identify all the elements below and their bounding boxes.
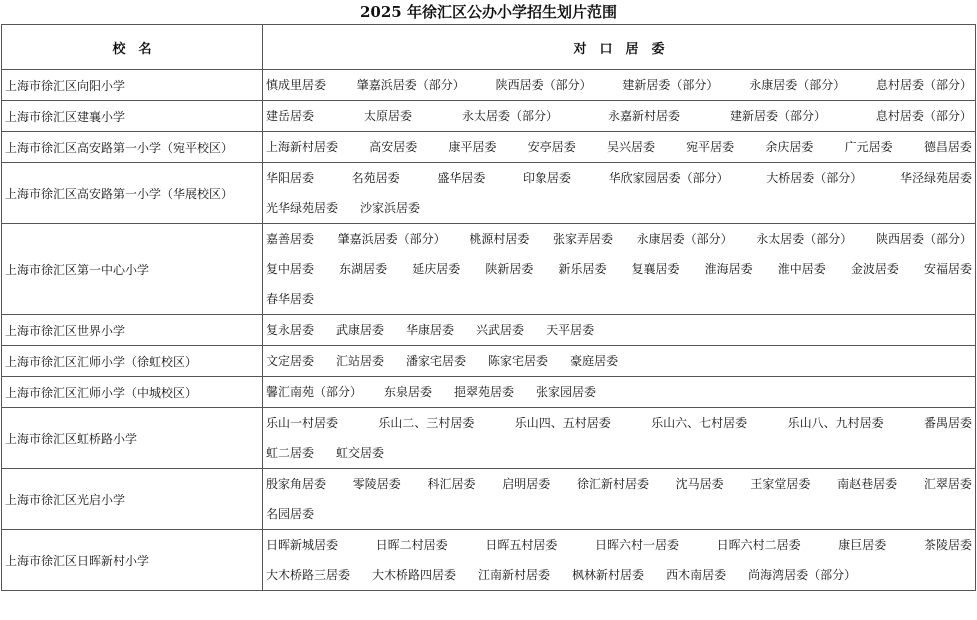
community-item: 陕西居委（部分） <box>875 232 972 246</box>
community-item: 科汇居委 <box>427 477 476 491</box>
community-item: 印象居委 <box>522 171 571 185</box>
community-line <box>266 530 972 560</box>
community-item: 华康居委 <box>406 323 455 337</box>
community-item: 日晖五村居委 <box>485 538 558 552</box>
community-list-cell <box>263 315 976 346</box>
district-table <box>1 24 976 591</box>
community-item: 零陵居委 <box>352 477 401 491</box>
community-line <box>266 469 972 499</box>
school-name-cell: 上海市徐汇区汇师小学（徐虹校区） <box>2 346 263 377</box>
community-item: 乐山四、五村居委 <box>514 416 611 430</box>
community-line <box>266 132 972 162</box>
community-item: 名苑居委 <box>351 171 400 185</box>
community-item: 乐山八、九村居委 <box>787 416 884 430</box>
community-item: 番禺居委 <box>923 416 972 430</box>
community-item: 嘉善居委 <box>266 232 315 246</box>
community-item: 复襄居委 <box>631 262 680 276</box>
community-item: 文定居委 <box>266 354 315 368</box>
community-item: 盛华居委 <box>437 171 486 185</box>
community-item: 永太居委（部分） <box>461 109 558 123</box>
community-line <box>266 284 972 314</box>
community-item: 建新居委（部分） <box>729 109 826 123</box>
community-item: 江南新村居委 <box>478 568 551 582</box>
community-item: 慎成里居委 <box>266 78 327 92</box>
community-list-cell <box>263 346 976 377</box>
community-list-cell <box>263 163 976 224</box>
table-row <box>2 315 976 346</box>
community-item: 高安居委 <box>369 140 418 154</box>
header-row <box>2 25 976 70</box>
community-item: 兴武居委 <box>476 323 525 337</box>
community-list-cell <box>263 530 976 591</box>
table-row <box>2 163 976 224</box>
community-item: 虹二居委 <box>266 446 315 460</box>
school-name-cell: 上海市徐汇区建襄小学 <box>2 101 263 132</box>
community-item: 茶陵居委 <box>923 538 972 552</box>
table-row <box>2 377 976 408</box>
community-item: 华欣家园居委（部分） <box>608 171 729 185</box>
community-item: 大桥居委（部分） <box>766 171 863 185</box>
community-list-cell <box>263 70 976 101</box>
community-item: 陕新居委 <box>485 262 534 276</box>
community-item: 大木桥路四居委 <box>372 568 457 582</box>
community-item: 天平居委 <box>546 323 595 337</box>
community-item: 肇嘉浜居委（部分） <box>356 78 465 92</box>
community-item: 延庆居委 <box>412 262 461 276</box>
community-item: 康巨居委 <box>838 538 887 552</box>
community-item: 汇翠居委 <box>923 477 972 491</box>
community-item: 日晖新城居委 <box>266 538 339 552</box>
community-line <box>266 438 972 468</box>
community-item: 沈马居委 <box>675 477 724 491</box>
community-item: 广元居委 <box>844 140 893 154</box>
community-line <box>266 377 972 407</box>
community-item: 启明居委 <box>502 477 551 491</box>
community-item: 汇站居委 <box>336 354 385 368</box>
community-item: 桃源村居委 <box>469 232 530 246</box>
community-list-cell <box>263 469 976 530</box>
community-item: 张家园居委 <box>536 385 597 399</box>
community-line <box>266 163 972 193</box>
community-line <box>266 408 972 438</box>
community-item: 陈家宅居委 <box>488 354 549 368</box>
community-item: 光华绿苑居委 <box>266 201 339 215</box>
school-name-cell: 上海市徐汇区第一中心小学 <box>2 224 263 315</box>
community-item: 王家堂居委 <box>750 477 811 491</box>
school-name-cell: 上海市徐汇区高安路第一小学（华展校区） <box>2 163 263 224</box>
community-line <box>266 315 972 345</box>
community-item: 永太居委（部分） <box>756 232 853 246</box>
community-item: 尚海湾居委（部分） <box>748 568 857 582</box>
community-item: 日晖六村一居委 <box>594 538 679 552</box>
community-item: 沙家浜居委 <box>360 201 421 215</box>
community-item: 安亭居委 <box>527 140 576 154</box>
community-line <box>266 101 972 131</box>
community-item: 康平居委 <box>448 140 497 154</box>
community-item: 余庆居委 <box>765 140 814 154</box>
community-item: 武康居委 <box>336 323 385 337</box>
school-name-cell: 上海市徐汇区光启小学 <box>2 469 263 530</box>
community-item: 淮中居委 <box>777 262 826 276</box>
school-name-cell: 上海市徐汇区向阳小学 <box>2 70 263 101</box>
community-item: 枫林新村居委 <box>572 568 645 582</box>
community-item: 大木桥路三居委 <box>266 568 351 582</box>
community-item: 张家弄居委 <box>552 232 613 246</box>
community-item: 潘家宅居委 <box>406 354 467 368</box>
community-item: 虹交居委 <box>336 446 385 460</box>
community-line <box>266 224 972 254</box>
community-line <box>266 499 972 529</box>
community-item: 德昌居委 <box>923 140 972 154</box>
school-name-cell: 上海市徐汇区世界小学 <box>2 315 263 346</box>
community-item: 南赵巷居委 <box>837 477 898 491</box>
community-item: 永康居委（部分） <box>749 78 846 92</box>
table-row <box>2 70 976 101</box>
community-list-cell <box>263 101 976 132</box>
community-item: 复永居委 <box>266 323 315 337</box>
community-list-cell <box>263 224 976 315</box>
table-row <box>2 530 976 591</box>
school-name-cell: 上海市徐汇区日晖新村小学 <box>2 530 263 591</box>
community-item: 安福居委 <box>923 262 972 276</box>
community-item: 建岳居委 <box>266 109 315 123</box>
community-item: 金波居委 <box>850 262 899 276</box>
community-item: 春华居委 <box>266 292 315 306</box>
community-item: 馨汇南苑（部分） <box>266 385 363 399</box>
community-line <box>266 254 972 284</box>
community-item: 名园居委 <box>266 507 315 521</box>
community-list-cell <box>263 377 976 408</box>
community-line <box>266 193 972 223</box>
community-list-cell <box>263 132 976 163</box>
table-row <box>2 132 976 163</box>
table-row <box>2 101 976 132</box>
community-item: 吴兴居委 <box>606 140 655 154</box>
community-item: 复中居委 <box>266 262 315 276</box>
community-item: 日晖六村二居委 <box>716 538 801 552</box>
community-item: 息村居委（部分） <box>875 78 972 92</box>
community-item: 乐山一村居委 <box>266 416 339 430</box>
school-name-cell: 上海市徐汇区高安路第一小学（宛平校区） <box>2 132 263 163</box>
community-item: 陕西居委（部分） <box>495 78 592 92</box>
community-item: 宛平居委 <box>686 140 735 154</box>
page-title: 2025 年徐汇区公办小学招生划片范围 <box>360 3 617 21</box>
table-row <box>2 224 976 315</box>
community-item: 淮海居委 <box>704 262 753 276</box>
community-line <box>266 70 972 100</box>
community-line <box>266 560 972 590</box>
community-line <box>266 346 972 376</box>
school-name-cell: 上海市徐汇区虹桥路小学 <box>2 408 263 469</box>
table-row <box>2 469 976 530</box>
community-item: 建新居委（部分） <box>622 78 719 92</box>
community-item: 西木南居委 <box>666 568 727 582</box>
community-item: 太原居委 <box>363 109 412 123</box>
school-name-cell: 上海市徐汇区汇师小学（中城校区） <box>2 377 263 408</box>
community-list-cell <box>263 408 976 469</box>
community-item: 东湖居委 <box>339 262 388 276</box>
community-item: 新乐居委 <box>558 262 607 276</box>
community-item: 上海新村居委 <box>266 140 339 154</box>
table-row <box>2 408 976 469</box>
community-item: 永康居委（部分） <box>636 232 733 246</box>
community-item: 豪庭居委 <box>570 354 619 368</box>
table-row <box>2 346 976 377</box>
community-item: 东泉居委 <box>384 385 433 399</box>
community-item: 日晖二村居委 <box>375 538 448 552</box>
community-item: 华泾绿苑居委 <box>899 171 972 185</box>
community-item: 永嘉新村居委 <box>607 109 680 123</box>
community-column-header: 对 口 居 委 <box>263 25 976 70</box>
school-column-header: 校 名 <box>2 25 263 70</box>
community-item: 息村居委（部分） <box>875 109 972 123</box>
community-item: 华阳居委 <box>266 171 315 185</box>
community-item: 徐汇新村居委 <box>576 477 649 491</box>
community-item: 乐山二、三村居委 <box>378 416 475 430</box>
community-item: 挹翠苑居委 <box>454 385 515 399</box>
community-item: 乐山六、七村居委 <box>651 416 748 430</box>
community-item: 殷家角居委 <box>266 477 327 491</box>
community-item: 肇嘉浜居委（部分） <box>337 232 446 246</box>
